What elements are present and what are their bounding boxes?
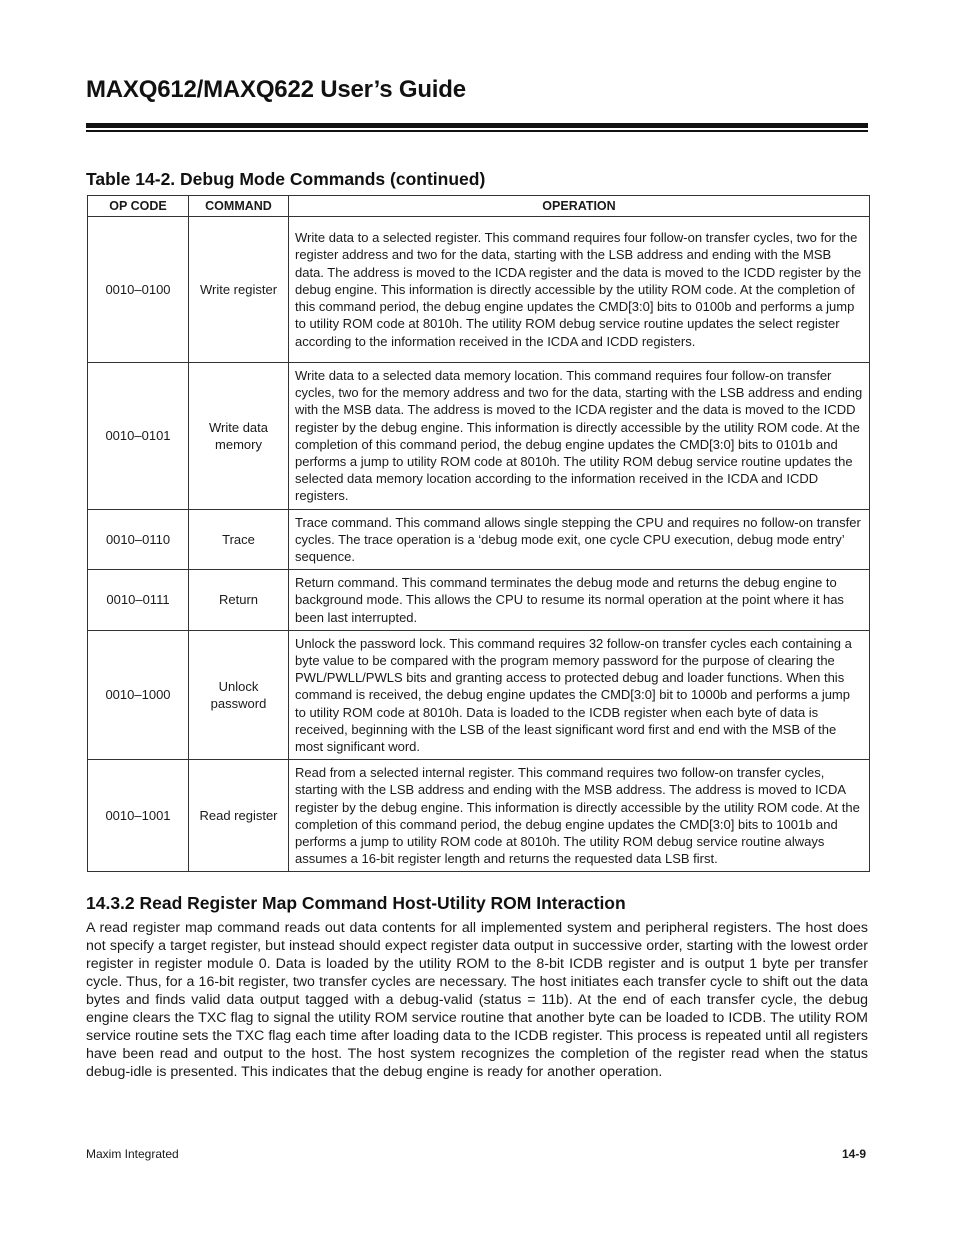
table-row xyxy=(88,509,870,570)
command-cell: Unlock password xyxy=(189,630,289,759)
column-header-operation: OPERATION xyxy=(289,196,870,217)
column-header-opcode: OP CODE xyxy=(88,196,189,217)
command-cell: Write data memory xyxy=(189,363,289,510)
column-header-command: COMMAND xyxy=(189,196,289,217)
page-number: 14-9 xyxy=(842,1147,867,1161)
command-cell: Trace xyxy=(189,509,289,570)
section-heading: 14.3.2 Read Register Map Command Host-Utility ROM Interaction xyxy=(86,893,626,913)
title-rule-thick xyxy=(86,123,868,128)
operation-cell: Read from a selected internal register. This command requires two follow-on transfer cycles, starting with the LSB address and ending with the MSB address. The address is moved to ICDA register by the debug engine. This information is directly accessible by the utility ROM code. At the completion of this command period, the debug engine updates the CMD[3:0] bits to 1001b and performs a jump to utility ROM code at 8010h. The utility ROM debug service routine always assumes a 16-bit register length and returns the requested data LSB first. xyxy=(289,760,870,872)
operation-cell: Return command. This command terminates the debug mode and returns the debug engine to background mode. This allows the CPU to resume its normal operation at the point where it has been last interrupted. xyxy=(289,570,870,631)
operation-cell: Write data to a selected data memory location. This command requires four follow-on transfer cycles, two for the memory address and two for the data, starting with the LSB address and ending with the MSB data. The address is moved to the ICDA register and the data is moved to the ICDD register by the debug engine. This information is directly accessible by the utility ROM code. At the completion of this command period, the debug engine updates the CMD[3:0] bits to 0101b and performs a jump to utility ROM code at 8010h. The utility ROM debug service routine updates the selected data memory location according to the information received in the ICDA and ICDD registers. xyxy=(289,363,870,510)
table-header-row xyxy=(88,196,870,217)
table-row xyxy=(88,630,870,759)
footer-company: Maxim Integrated xyxy=(86,1147,179,1161)
opcode-cell: 0010–0111 xyxy=(88,570,189,631)
table-row xyxy=(88,363,870,510)
title-rule-thin xyxy=(86,130,868,132)
command-cell: Return xyxy=(189,570,289,631)
operation-cell: Unlock the password lock. This command requires 32 follow-on transfer cycles each containing a byte value to be compared with the program memory password for the purpose of clearing the PWL/PWLL/PWLS bits and granting access to protected debug and loader functions. When this command is received, the debug engine updates the CMD[3:0] bit to 1000b and performs a jump to utility ROM code at 8010h. Data is loaded to the ICDB register when each byte of data is received, beginning with the LSB of the least significant word first and end with the MSB of the most significant word. xyxy=(289,630,870,759)
opcode-cell: 0010–1000 xyxy=(88,630,189,759)
operation-cell: Trace command. This command allows single stepping the CPU and requires no follow-on transfer cycles. The trace operation is a ‘debug mode exit, one cycle CPU execution, debug mode entry’ sequence. xyxy=(289,509,870,570)
command-cell: Read register xyxy=(189,760,289,872)
opcode-cell: 0010–0100 xyxy=(88,217,189,363)
table-caption: Table 14-2. Debug Mode Commands (continued) xyxy=(86,169,486,189)
command-cell: Write register xyxy=(189,217,289,363)
document-title: MAXQ612/MAXQ622 User’s Guide xyxy=(86,76,466,103)
opcode-cell: 0010–1001 xyxy=(88,760,189,872)
table-row xyxy=(88,760,870,872)
debug-commands-table xyxy=(87,195,870,872)
table-row xyxy=(88,217,870,363)
opcode-cell: 0010–0101 xyxy=(88,363,189,510)
section-body-paragraph: A read register map command reads out data contents for all implemented system and peripheral registers. The host does not specify a target register, but instead should expect register data output in successive order, starting with the lowest order register in register module 0. Data is loaded by the utility ROM to the 8-bit ICDB register and is output 1 byte per transfer cycle. Thus, for a 16-bit register, two transfer cycles are necessary. The host initiates each transfer cycle to shift out the data bytes and finds valid data output tagged with a debug-valid (status = 11b). At the end of each transfer cycle, the debug engine clears the TXC flag to signal the utility ROM service routine that another byte can be loaded to ICDB. The utility ROM service routine sets the TXC flag each time after loading data to the ICDB register. This process is repeated until all registers have been read and output to the host. The host system recognizes the completion of the register read when the status debug-idle is presented. This indicates that the debug engine is ready for another operation. xyxy=(86,920,868,1080)
opcode-cell: 0010–0110 xyxy=(88,509,189,570)
operation-cell: Write data to a selected register. This command requires four follow-on transfer cycles, two for the register address and two for the data, starting with the LSB address and ending with the MSB data. The address is moved to the ICDA register and the data is moved to the ICDD register by the debug engine. This information is directly accessible by the utility ROM code. At the completion of this command period, the debug engine updates the CMD[3:0] bits to 0100b and performs a jump to utility ROM code at 8010h. The utility ROM debug service routine updates the select register according to the information received in the ICDA and ICDD registers. xyxy=(289,217,870,363)
table-row xyxy=(88,570,870,631)
